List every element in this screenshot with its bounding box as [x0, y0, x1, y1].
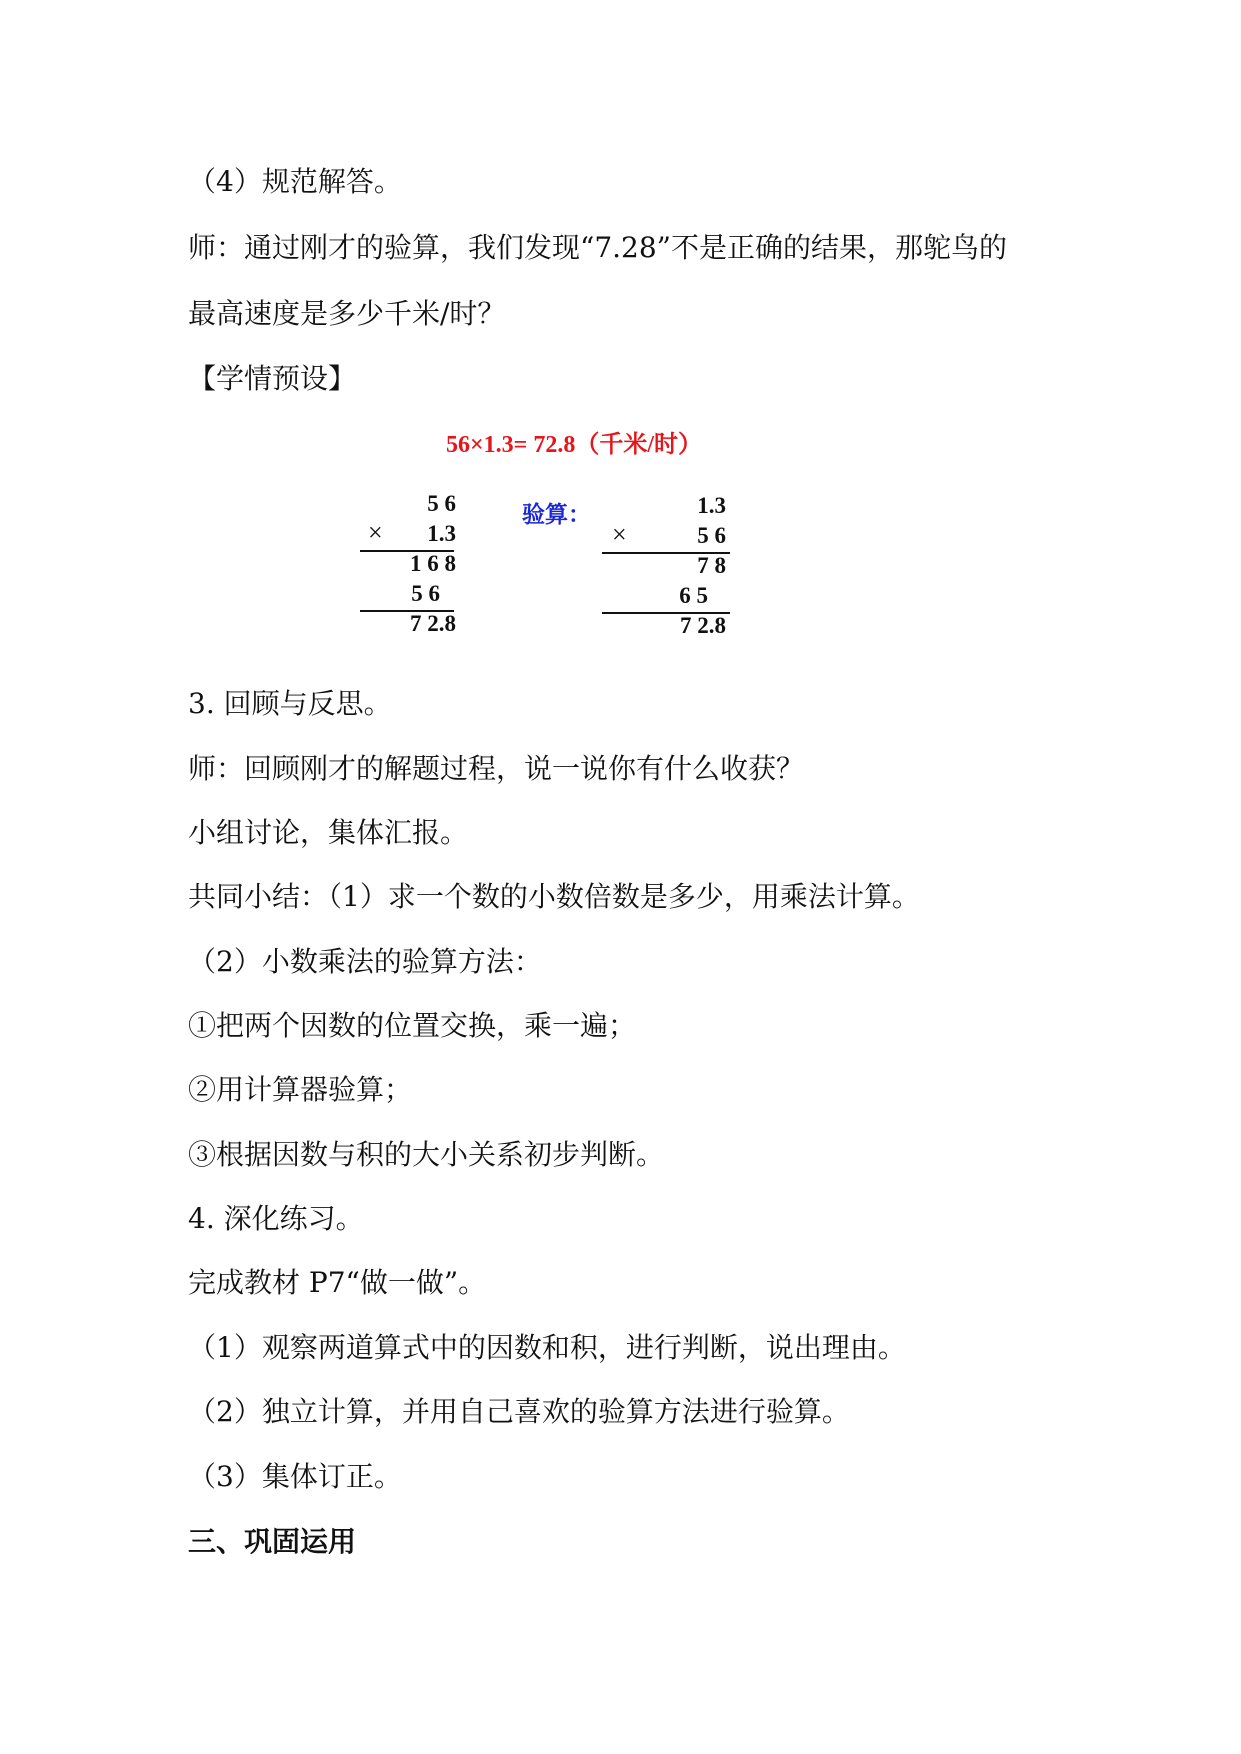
partial-product-1: 7 8 — [697, 553, 726, 578]
student-presets-label: 【学情预设】 — [188, 362, 357, 395]
vertical-multiplication-right — [602, 492, 742, 642]
vertical-multiplication-left — [360, 490, 470, 640]
verify-label: 验算： — [522, 502, 591, 528]
multiplicand: 1.3 — [697, 493, 726, 518]
method-3: ③根据因数与积的大小关系初步判断。 — [188, 1138, 665, 1171]
product: 7 2.8 — [410, 611, 456, 636]
summary-line-1: 共同小结：（1）求一个数的小数倍数是多少，用乘法计算。 — [188, 880, 920, 913]
method-1: ①把两个因数的位置交换，乘一遍； — [188, 1009, 637, 1042]
product: 7 2.8 — [680, 613, 726, 638]
practice-item-1: （1）观察两道算式中的因数和积，进行判断，说出理由。 — [188, 1331, 906, 1364]
textbook-task: 完成教材 P7“做一做”。 — [188, 1266, 487, 1299]
times-sign: × — [612, 520, 627, 549]
partial-product-2: 5 6 — [411, 581, 440, 606]
practice-item-3: （3）集体订正。 — [188, 1460, 402, 1493]
section-heading: 三、巩固运用 — [188, 1525, 357, 1558]
teacher-question: 师：回顾刚才的解题过程，说一说你有什么收获？ — [188, 752, 805, 785]
multiplier: 1.3 — [427, 521, 456, 546]
step-4-practice-heading: 4. 深化练习。 — [188, 1202, 364, 1235]
group-discussion: 小组讨论，集体汇报。 — [188, 816, 469, 849]
summary-line-2: （2）小数乘法的验算方法： — [188, 945, 542, 978]
partial-product-2: 6 5 — [679, 583, 708, 608]
partial-product-1: 1 6 8 — [410, 551, 456, 576]
times-sign: × — [368, 518, 383, 547]
multiplier: 5 6 — [697, 523, 726, 548]
multiplicand: 5 6 — [427, 491, 456, 516]
teacher-question-line-2: 最高速度是多少千米/时？ — [188, 297, 506, 330]
step-3-heading: 3. 回顾与反思。 — [188, 687, 392, 720]
method-2: ②用计算器验算； — [188, 1073, 413, 1106]
answer-equation: 56×1.3= 72.8（千米/时） — [446, 432, 703, 458]
teacher-question-line-1: 师：通过刚才的验算，我们发现“7.28”不是正确的结果，那鸵鸟的 — [188, 231, 1007, 264]
step-4-heading: （4）规范解答。 — [188, 165, 402, 198]
practice-item-2: （2）独立计算，并用自己喜欢的验算方法进行验算。 — [188, 1395, 850, 1428]
